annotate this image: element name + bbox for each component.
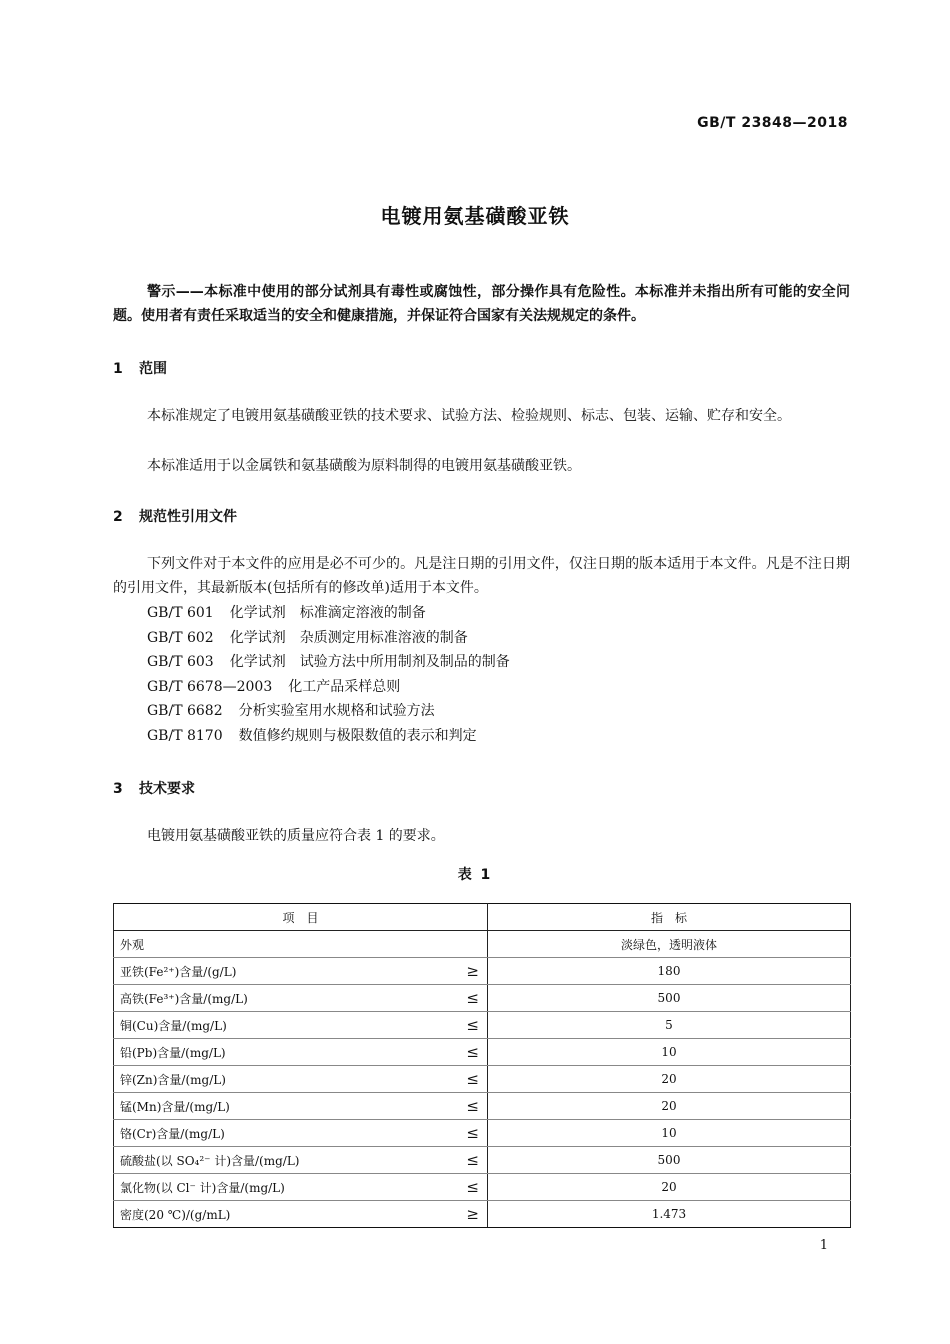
row-item-cell bbox=[114, 1012, 488, 1039]
section-title: 范围 bbox=[139, 361, 167, 377]
section-title: 技术要求 bbox=[139, 781, 195, 797]
comparison-symbol: ≤ bbox=[466, 1178, 479, 1196]
reference-item bbox=[147, 601, 510, 626]
reference-list bbox=[147, 601, 510, 748]
row-item-label: 密度(20 ℃)/(g/mL) bbox=[120, 1207, 231, 1222]
table-row bbox=[114, 1066, 851, 1093]
row-item-cell bbox=[114, 1147, 488, 1174]
reference-item bbox=[147, 675, 510, 700]
reference-item bbox=[147, 724, 510, 749]
table-row bbox=[114, 1174, 851, 1201]
reference-code: GB/T 8170 bbox=[147, 727, 223, 744]
comparison-symbol: ≥ bbox=[466, 1205, 479, 1223]
reference-code: GB/T 603 bbox=[147, 654, 214, 670]
reference-code: GB/T 601 bbox=[147, 605, 214, 621]
reference-title: 化学试剂 杂质测定用标准溶液的制备 bbox=[229, 629, 468, 646]
requirements-paragraph: 电镀用氨基磺酸亚铁的质量应符合表 1 的要求。 bbox=[147, 828, 445, 844]
row-item-cell bbox=[114, 1201, 488, 1228]
row-item-cell bbox=[114, 1174, 488, 1201]
row-value-cell: 500 bbox=[488, 985, 851, 1012]
table-row bbox=[114, 985, 851, 1012]
reference-title: 分析实验室用水规格和试验方法 bbox=[238, 703, 435, 719]
row-item-label: 铬(Cr)含量/(mg/L) bbox=[120, 1126, 225, 1141]
row-item-cell bbox=[114, 958, 488, 985]
table-row bbox=[114, 1093, 851, 1120]
row-value-cell: 20 bbox=[488, 1093, 851, 1120]
row-item-label: 锰(Mn)含量/(mg/L) bbox=[120, 1099, 230, 1114]
row-item-cell bbox=[114, 931, 488, 958]
header-index: 指 标 bbox=[488, 904, 851, 931]
comparison-symbol: ≤ bbox=[466, 989, 479, 1007]
reference-code: GB/T 6682 bbox=[147, 703, 223, 719]
warning-paragraph: 警示——本标准中使用的部分试剂具有毒性或腐蚀性，部分操作具有危险性。本标准并未指出所有可能的安全问题。使用者有责任采取适当的安全和健康措施，并保证符合国家有关法规规定的条件。 bbox=[113, 284, 850, 324]
row-item-cell bbox=[114, 1093, 488, 1120]
section-heading-technical-requirements bbox=[113, 778, 195, 798]
row-item-cell bbox=[114, 1039, 488, 1066]
section-number: 2 bbox=[113, 509, 123, 525]
table-caption: 表 1 bbox=[457, 867, 493, 883]
row-item-label: 亚铁(Fe²⁺)含量/(g/L) bbox=[120, 964, 237, 979]
reference-code: GB/T 602 bbox=[147, 629, 214, 646]
row-item-cell bbox=[114, 985, 488, 1012]
row-item-label: 氯化物(以 Cl⁻ 计)含量/(mg/L) bbox=[120, 1180, 285, 1195]
standard-code: GB/T 23848—2018 bbox=[697, 115, 848, 131]
table-row bbox=[114, 1147, 851, 1174]
reference-title: 化学试剂 试验方法中所用制剂及制品的制备 bbox=[229, 654, 510, 670]
table-row bbox=[114, 1201, 851, 1228]
row-value-cell: 1.473 bbox=[488, 1201, 851, 1228]
reference-code: GB/T 6678—2003 bbox=[147, 678, 273, 695]
row-item-label: 高铁(Fe³⁺)含量/(mg/L) bbox=[120, 991, 248, 1006]
row-value-cell: 20 bbox=[488, 1066, 851, 1093]
document-title: 电镀用氨基磺酸亚铁 bbox=[380, 204, 570, 228]
section-number: 1 bbox=[113, 361, 123, 377]
row-item-cell bbox=[114, 1120, 488, 1147]
reference-title: 数值修约规则与极限数值的表示和判定 bbox=[238, 727, 477, 744]
row-item-label: 铜(Cu)含量/(mg/L) bbox=[120, 1018, 227, 1033]
row-value-cell: 5 bbox=[488, 1012, 851, 1039]
reference-item bbox=[147, 650, 510, 675]
table-row bbox=[114, 931, 851, 958]
comparison-symbol: ≤ bbox=[466, 1124, 479, 1142]
page-number: 1 bbox=[819, 1238, 828, 1253]
section-number: 3 bbox=[113, 781, 123, 797]
table-header-row bbox=[114, 904, 851, 931]
row-item-label: 外观 bbox=[120, 937, 145, 952]
comparison-symbol: ≤ bbox=[466, 1070, 479, 1088]
comparison-symbol: ≤ bbox=[466, 1151, 479, 1169]
table-row bbox=[114, 958, 851, 985]
row-item-cell bbox=[114, 1066, 488, 1093]
row-value-cell: 500 bbox=[488, 1147, 851, 1174]
row-value-cell: 180 bbox=[488, 958, 851, 985]
row-item-label: 铅(Pb)含量/(mg/L) bbox=[120, 1045, 226, 1060]
row-item-label: 硫酸盐(以 SO₄²⁻ 计)含量/(mg/L) bbox=[120, 1153, 300, 1168]
row-item-label: 锌(Zn)含量/(mg/L) bbox=[120, 1072, 226, 1087]
reference-item bbox=[147, 626, 510, 651]
header-item: 项 目 bbox=[114, 904, 488, 931]
reference-title: 化工产品采样总则 bbox=[288, 678, 401, 695]
table-row bbox=[114, 1039, 851, 1066]
comparison-symbol: ≤ bbox=[466, 1097, 479, 1115]
references-intro-paragraph: 下列文件对于本文件的应用是必不可少的。凡是注日期的引用文件，仅注日期的版本适用于本文件。凡是不注日期的引用文件，其最新版本(包括所有的修改单)适用于本文件。 bbox=[113, 556, 850, 596]
section-title: 规范性引用文件 bbox=[139, 509, 237, 525]
reference-item bbox=[147, 699, 510, 724]
table-row bbox=[114, 1120, 851, 1147]
row-value-cell: 淡绿色，透明液体 bbox=[488, 931, 851, 958]
comparison-symbol: ≤ bbox=[466, 1043, 479, 1061]
scope-paragraph-1: 本标准规定了电镀用氨基磺酸亚铁的技术要求、试验方法、检验规则、标志、包装、运输、贮存和安全。 bbox=[147, 408, 791, 424]
scope-paragraph-2: 本标准适用于以金属铁和氨基磺酸为原料制得的电镀用氨基磺酸亚铁。 bbox=[147, 458, 581, 474]
row-value-cell: 10 bbox=[488, 1120, 851, 1147]
row-value-cell: 10 bbox=[488, 1039, 851, 1066]
comparison-symbol: ≥ bbox=[466, 962, 479, 980]
reference-title: 化学试剂 标准滴定溶液的制备 bbox=[229, 605, 426, 621]
section-heading-scope bbox=[113, 358, 167, 378]
row-value-cell: 20 bbox=[488, 1174, 851, 1201]
section-heading-normative-references bbox=[113, 506, 237, 526]
comparison-symbol: ≤ bbox=[466, 1016, 479, 1034]
specification-table bbox=[113, 903, 851, 1228]
table-row bbox=[114, 1012, 851, 1039]
